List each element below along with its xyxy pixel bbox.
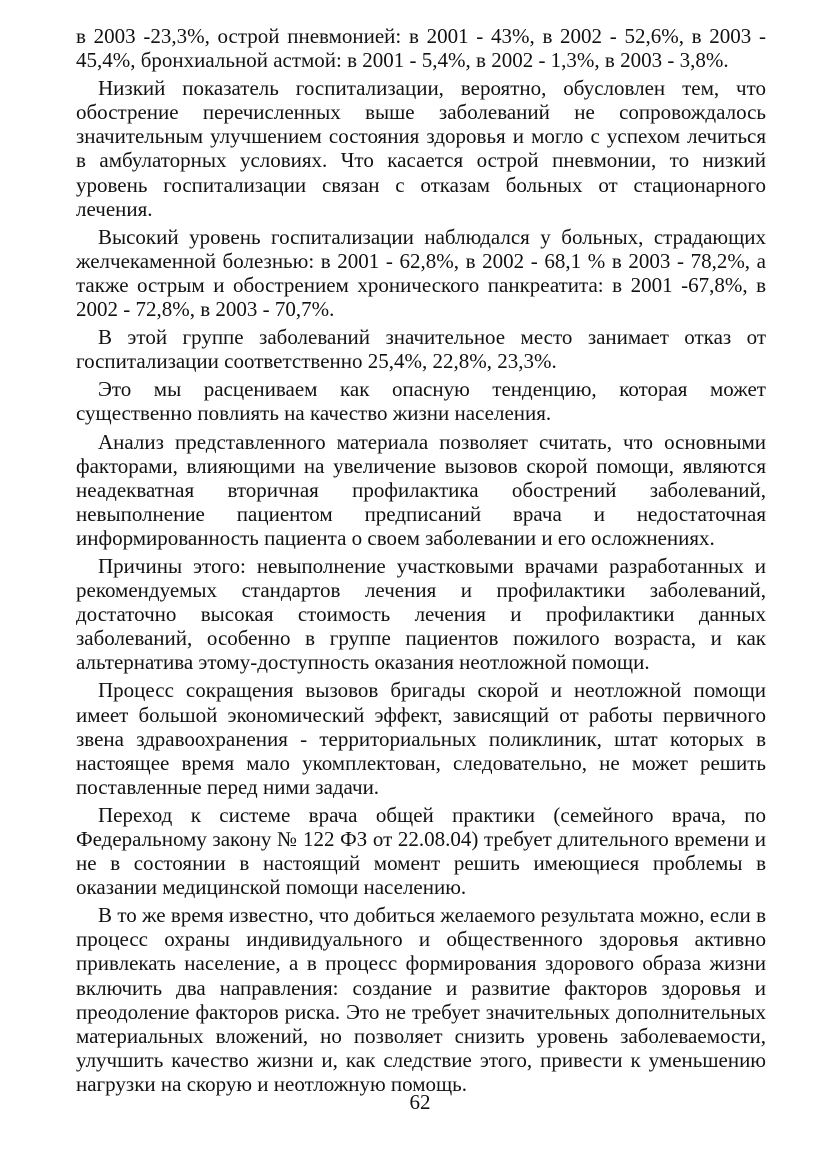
paragraph: Переход к системе врача общей практики (семейного врача, по Федеральному закону № 122 ФЗ от 22.08.04) требует длительного времени и не в состоянии в настоящий момент решить имеющиеся проблемы в оказании медицинской помощи населению. (76, 802, 766, 900)
paragraph: Низкий показатель госпитализации, вероятно, обусловлен тем, что обострение перечисленных выше заболеваний не сопровождалось значительным улучшением состояния здоровья и могло с успехом лечиться в амбулаторных условиях. Что касается острой пневмонии, то низкий уровень госпитализации связан с отказам больных от стационарного лечения. (76, 76, 766, 221)
paragraph: в 2003 -23,3%, острой пневмонией: в 2001 - 43%, в 2002 - 52,6%, в 2003 - 45,4%, бронхиальной астмой: в 2001 - 5,4%, в 2002 - 1,3%, в 2003 - 3,8%. (76, 24, 766, 73)
page-number: 62 (409, 1090, 431, 1114)
paragraph: В этой группе заболеваний значительное место занимает отказ от госпитализации соответственно 25,4%, 22,8%, 23,3%. (76, 325, 766, 374)
paragraph: Процесс сокращения вызовов бригады скорой и неотложной помощи имеет большой экономический эффект, зависящий от работы первичного звена здравоохранения - территориальных поликлиник, штат которых в настоящее время мало укомплектован, следовательно, не может решить поставленные перед ними задачи. (76, 678, 766, 799)
paragraph: Причины этого: невыполнение участковыми врачами разработанных и рекомендуемых стандартов лечения и профилактики заболеваний, достаточно высокая стоимость лечения и профилактики данных заболеваний, особенно в группе пациентов пожилого возраста, и как альтернатива этому-доступность оказания неотложной помощи. (76, 553, 766, 675)
paragraph: Анализ представленного материала позволяет считать, что основными факторами, влияющими на увеличение вызовов скорой помощи, являются неадекватная вторичная профилактика обострений заболеваний, невыполнение пациентом предписаний врача и недостаточная информированность пациента о своем заболевании и его осложнениях. (76, 429, 766, 550)
page-body (76, 24, 766, 1100)
paragraph: Высокий уровень госпитализации наблюдался у больных, страдающих желчекаменной болезнью: в 2001 - 62,8%, в 2002 - 68,1 % в 2003 - 78,2%, а также острым и обострением хронического панкреатита: в 2001 -67,8%, в 2002 - 72,8%, в 2003 - 70,7%. (76, 224, 766, 322)
paragraph: В то же время известно, что добиться желаемого результата можно, если в процесс охраны индивидуального и общественного здоровья активно привлекать население, а в процесс формирования здорового образа жизни включить два направления: создание и развитие факторов здоровья и преодоление факторов риска. Это не требует значительных дополнительных материальных вложений, но позволяет снизить уровень заболеваемости, улучшить качество жизни и, как следствие этого, привести к уменьшению нагрузки на скорую и неотложную помощь. (76, 903, 766, 1096)
paragraph: Это мы расцениваем как опасную тенденцию, которая может существенно повлиять на качество жизни населения. (76, 377, 766, 426)
